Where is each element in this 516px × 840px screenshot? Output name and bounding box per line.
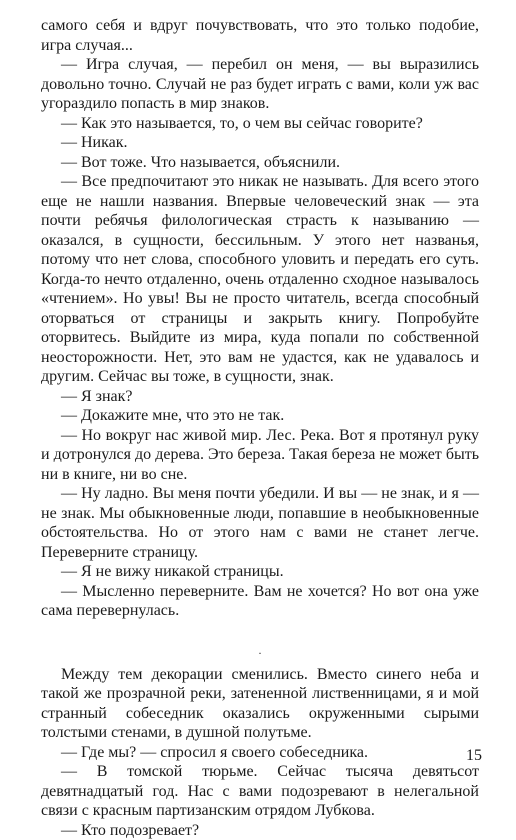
paragraph: — Кто подозревает? bbox=[41, 821, 479, 840]
paragraph: — Вот тоже. Что называется, объяснили. bbox=[41, 153, 479, 173]
section-spacing bbox=[41, 621, 479, 641]
paragraph: — Докажите мне, что это не так. bbox=[41, 406, 479, 426]
paragraph: Между тем декорации сменились. Вместо синего неба и такой же прозрачной реки, затененной лиственницами, я и мой странный собеседник оказались окруженными сырыми толстыми стенами, в душной полутьме. bbox=[41, 665, 479, 743]
paragraph: — Я знак? bbox=[41, 387, 479, 407]
paragraph: — Как это называется, то, о чем вы сейчас говорите? bbox=[41, 114, 479, 134]
paragraph: — Ну ладно. Вы меня почти убедили. И вы — не знак, и я — не знак. Мы обыкновенные люди, попавшие в необыкновенные обстоятельства. Но от этого нам с вами не станет легче. Переверните страницу. bbox=[41, 484, 479, 562]
text-section-1 bbox=[41, 16, 479, 621]
page-number: 15 bbox=[452, 746, 482, 766]
section-separator: · bbox=[41, 641, 479, 665]
paragraph: самого себя и вдруг почувствовать, что это только подобие, игра случая... bbox=[41, 16, 479, 55]
paragraph: — Все предпочитают это никак не называть. Для всего этого еще не нашли названия. Впервые человеческий знак — эта почти ребячья филологическая страсть к называнию — оказался, в сущности, бессильным. У этого нет названья, потому что нет слова, способного уловить и передать его суть. Когда-то нечто отдаленно, очень отдаленно сходное называлось «чтением». Но увы! Вы не просто читатель, всегда способный оторваться от страницы и закрыть книгу. Попробуйте оторвитесь. Выйдите из мира, куда попали по собственной неосторожности. Нет, это вам не удастся, как не удавалось и другим. Сейчас вы тоже, в сущности, знак. bbox=[41, 172, 479, 387]
text-section-2 bbox=[41, 665, 479, 840]
paragraph: — Я не вижу никакой страницы. bbox=[41, 562, 479, 582]
paragraph: — Но вокруг нас живой мир. Лес. Река. Вот я протянул руку и дотронулся до дерева. Это береза. Такая береза не может быть ни в книге, ни во сне. bbox=[41, 426, 479, 485]
paragraph: — В томской тюрьме. Сейчас тысяча девятьсот девятнадцатый год. Нас с вами подозревают в нелегальной связи с красным партизанским отрядом Лубкова. bbox=[41, 762, 479, 821]
paragraph: — Никак. bbox=[41, 133, 479, 153]
paragraph: — Игра случая, — перебил он меня, — вы выразились довольно точно. Случай не раз будет играть с вами, коли уж вас угораздило попасть в мир знаков. bbox=[41, 55, 479, 114]
page-body bbox=[41, 16, 479, 840]
paragraph: — Мысленно переверните. Вам не хочется? Но вот она уже сама перевернулась. bbox=[41, 582, 479, 621]
paragraph: — Где мы? — спросил я своего собеседника. bbox=[41, 743, 479, 763]
